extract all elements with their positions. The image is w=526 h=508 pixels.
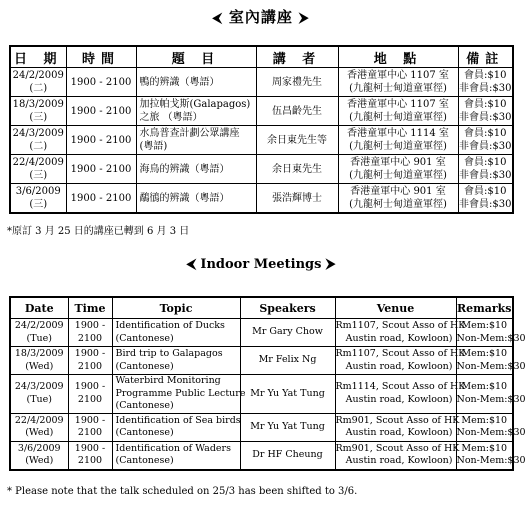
topic-cell-line: 鴨的辨識（粵語） [139,76,220,88]
arrow-left-icon: ⮜ [186,257,196,272]
topic-cell-line: 水鳥普查計劃公眾講座 [139,128,240,139]
venue-cell [338,155,458,184]
topic-cell-line: 鷸鴴的辨識（粵語） [139,192,230,204]
date-cell [10,441,68,470]
time-cell-line: 1900 - [74,320,106,331]
topic-cell-line: Programme Public Lecture [115,387,246,399]
venue-cell-line: 香港童軍中心 901 室 [350,157,446,168]
date-cell [10,413,68,441]
date-cell-line: (Wed) [25,427,54,438]
topic-cell-line: Waterbird Monitoring [115,375,221,386]
time-cell [68,319,112,347]
date-cell-line: (三) [29,170,48,181]
speaker-cell: 張浩輝博士 [256,184,338,214]
topic-cell-line: (Cantonese) [115,360,174,372]
table-row [10,441,513,470]
venue-cell-line: Rm901, Scout Asso of HK [335,442,460,454]
time-cell: 1900 - 2100 [66,126,136,155]
english-title-text: Indoor Meetings [200,257,322,272]
header-date: 日 期 [10,46,66,68]
venue-cell-line: Rm901, Scout Asso of HK [335,414,460,426]
date-cell-line: (Wed) [25,360,54,372]
venue-cell [338,97,458,126]
date-cell-line: (Wed) [25,455,54,466]
venue-cell-line: 香港童軍中心 1107 室 [347,70,449,81]
topic-cell-line: Identification of Waders [115,442,231,454]
topic-cell [112,375,246,414]
date-cell [10,184,66,214]
date-cell-line: (Tue) [26,393,52,405]
remarks-cell-line: 會員:$10 [464,157,507,168]
speaker-cell: 余日東先生 [256,155,338,184]
time-cell: 1900 - 2100 [66,68,136,97]
date-cell-line: (Tue) [26,332,52,344]
arrow-left-icon: ⮜ [212,11,223,26]
chinese-section-title [0,6,522,27]
remarks-cell-line: 非會員:$30 [459,170,512,181]
remarks-cell-line: Mem:$10 [461,414,508,426]
date-cell [10,126,66,155]
table-row [10,126,513,155]
speaker-cell: 伍昌齡先生 [256,97,338,126]
speaker-cell: Mr Yu Yat Tung [240,413,335,441]
date-cell-line: 22/4/2009 [14,414,64,426]
remarks-cell-line: Mem:$10 [461,381,508,393]
remarks-cell [456,347,526,375]
remarks-cell-line: 會員:$10 [464,128,507,139]
remarks-cell [456,375,526,414]
date-cell-line: 24/2/2009 [12,70,64,81]
remarks-cell-line: 會員:$10 [464,70,507,81]
time-cell-line: 1900 - [74,348,106,359]
date-cell-line: 18/3/2009 [12,99,64,110]
arrow-right-icon: ⮞ [325,257,336,272]
venue-cell [335,441,460,470]
remarks-cell-line: 非會員:$30 [459,83,512,94]
venue-cell-line: Austin road, Kowloon) [345,393,453,405]
speaker-cell: Mr Yu Yat Tung [240,375,335,414]
header-venue: Venue [335,297,456,319]
table-header-row [10,46,513,68]
remarks-cell-line: Mem:$10 [461,442,508,454]
header-time: 時間 [66,46,136,68]
time-cell-line: 2100 [77,332,103,344]
header-topic: Topic [112,297,240,319]
remarks-cell-line: Non-Mem:$30 [456,360,526,372]
table-row [10,155,513,184]
chinese-footnote: *原訂 3 月 25 日的講座已轉到 6 月 3 日 [7,226,190,237]
topic-cell-line: Identification of Sea birds [115,414,241,426]
topic-cell-line: Identification of Ducks [115,320,225,331]
date-cell [10,347,68,375]
chinese-title-text: 室內講座 [228,8,293,26]
remarks-cell-line: 非會員:$30 [459,199,512,210]
speaker-cell: 周家禮先生 [256,68,338,97]
topic-cell [136,155,256,184]
date-cell-line: (三) [29,199,48,210]
venue-cell-line: Austin road, Kowloon) [345,427,453,438]
venue-cell [335,347,466,375]
venue-cell-line: Austin road, Kowloon) [345,455,453,466]
remarks-cell [456,413,526,441]
date-cell [10,68,66,97]
topic-cell [112,413,240,441]
date-cell [10,375,68,414]
time-cell-line: 2100 [77,427,103,438]
header-date: Date [10,297,68,319]
table-header-row [10,297,513,319]
venue-cell-line: Rm1107, Scout Asso of HK [335,320,466,331]
topic-cell-line: (Cantonese) [115,427,174,438]
topic-cell-line: 加拉帕戈斯(Galapagos) [139,99,251,110]
remarks-cell-line: 非會員:$30 [459,112,512,123]
topic-cell-line: 之旅 （粵語） [139,112,203,123]
date-cell [10,97,66,126]
table-row [10,375,513,414]
time-cell [68,375,112,414]
remarks-cell [458,126,513,155]
venue-cell [338,184,458,214]
time-cell-line: 2100 [77,455,103,466]
table-row [10,68,513,97]
venue-cell-line: 香港童軍中心 901 室 [350,186,446,197]
venue-cell-line: (九龍柯士甸道童軍徑) [349,170,447,181]
time-cell [68,413,112,441]
topic-cell-line: (粵語) [139,141,168,152]
date-cell-line: (二) [29,83,48,94]
topic-cell-line: (Cantonese) [115,400,174,411]
header-speaker: 講 者 [256,46,338,68]
remarks-cell-line: 會員:$10 [464,186,507,197]
header-speakers: Speakers [240,297,335,319]
table-row [10,347,513,375]
speaker-cell: 余日東先生等 [256,126,338,155]
time-cell: 1900 - 2100 [66,184,136,214]
english-footnote: * Please note that the talk scheduled on 25/3 has been shifted to 3/6. [7,486,358,497]
venue-cell-line: (九龍柯士甸道童軍徑) [349,83,447,94]
time-cell-line: 1900 - [74,381,106,393]
venue-cell [338,126,458,155]
remarks-cell-line: Mem:$10 [461,348,508,359]
topic-cell-line: 海鳥的辨識（粵語） [139,163,230,175]
time-cell-line: 1900 - [74,414,106,426]
venue-cell-line: 香港童軍中心 1114 室 [347,128,449,139]
english-section-title [0,257,522,272]
header-venue: 地 點 [338,46,458,68]
venue-cell [335,413,460,441]
date-cell-line: (三) [29,112,48,123]
date-cell-line: 24/3/2009 [14,381,64,393]
topic-cell-line: (Cantonese) [115,332,174,344]
venue-cell-line: (九龍柯士甸道童軍徑) [349,199,447,210]
topic-cell [112,441,240,470]
remarks-cell-line: Mem:$10 [461,320,508,331]
remarks-cell [456,441,526,470]
remarks-cell-line: Non-Mem:$30 [456,427,526,438]
time-cell-line: 2100 [77,393,103,405]
table-row [10,184,513,214]
time-cell: 1900 - 2100 [66,155,136,184]
time-cell: 1900 - 2100 [66,97,136,126]
topic-cell [136,97,256,126]
topic-cell-line: (Cantonese) [115,455,174,466]
remarks-cell [458,184,513,214]
date-cell-line: 18/3/2009 [14,348,64,359]
speaker-cell: Dr HF Cheung [240,441,335,470]
english-meetings-table [9,296,526,471]
venue-cell-line: (九龍柯士甸道童軍徑) [349,112,447,123]
remarks-cell-line: 非會員:$30 [459,141,512,152]
time-cell-line: 2100 [77,360,103,372]
topic-cell [112,319,240,347]
topic-cell [136,184,256,214]
table-row [10,319,513,347]
speaker-cell: Mr Felix Ng [240,347,335,375]
remarks-cell [456,319,526,347]
time-cell-line: 1900 - [74,442,106,454]
date-cell [10,155,66,184]
topic-cell-line: Bird trip to Galapagos [115,348,223,359]
remarks-cell [458,97,513,126]
date-cell-line: 3/6/2009 [17,442,61,454]
topic-cell [136,126,256,155]
header-remarks: Remarks [456,297,513,319]
venue-cell-line: Austin road, Kowloon) [345,360,453,372]
header-time: Time [68,297,112,319]
remarks-cell [458,68,513,97]
venue-cell [335,319,466,347]
date-cell-line: (二) [29,141,48,152]
table-row [10,97,513,126]
venue-cell [338,68,458,97]
venue-cell-line: 香港童軍中心 1107 室 [347,99,449,110]
remarks-cell-line: Non-Mem:$30 [456,393,526,405]
remarks-cell-line: 會員:$10 [464,99,507,110]
arrow-right-icon: ⮞ [299,11,310,26]
table-row [10,413,513,441]
date-cell-line: 22/4/2009 [12,157,64,168]
remarks-cell [458,155,513,184]
date-cell-line: 24/3/2009 [12,128,64,139]
speaker-cell: Mr Gary Chow [240,319,335,347]
venue-cell-line: (九龍柯士甸道童軍徑) [349,141,447,152]
venue-cell-line: Rm1107, Scout Asso of HK [335,348,466,359]
chinese-meetings-table [9,45,514,214]
remarks-cell-line: Non-Mem:$30 [456,455,526,466]
date-cell-line: 24/2/2009 [14,320,64,331]
time-cell [68,441,112,470]
date-cell-line: 3/6/2009 [15,186,61,197]
time-cell [68,347,112,375]
venue-cell-line: Austin road, Kowloon) [345,332,453,344]
remarks-cell-line: Non-Mem:$30 [456,332,526,344]
venue-cell-line: Rm1114, Scout Asso of HK [335,381,466,393]
date-cell [10,319,68,347]
topic-cell [136,68,256,97]
header-remarks: 備註 [458,46,513,68]
topic-cell [112,347,240,375]
header-topic: 題 目 [136,46,256,68]
venue-cell [335,375,466,414]
